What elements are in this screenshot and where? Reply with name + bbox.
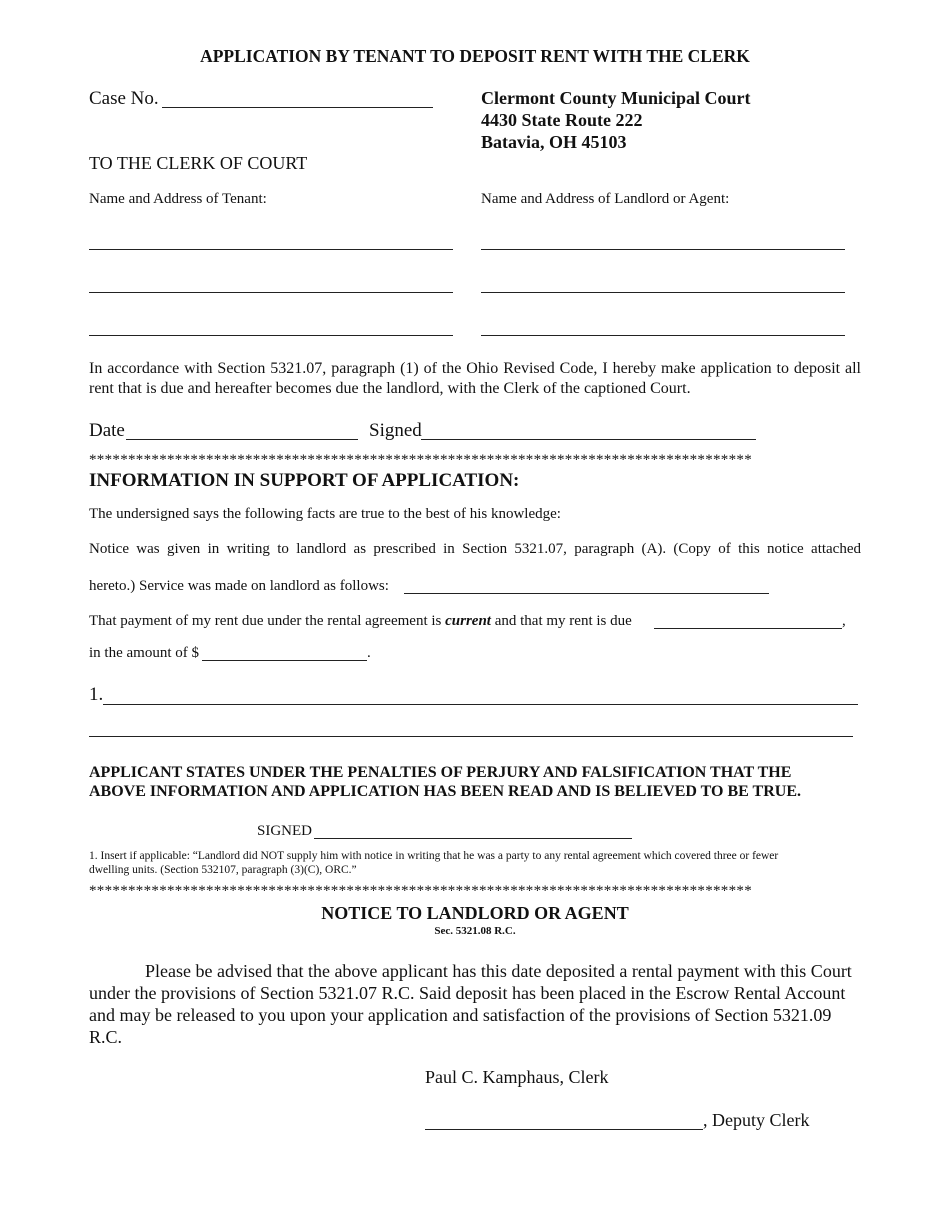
- signed-caps-label: SIGNED: [257, 823, 312, 839]
- court-street: 4430 State Route 222: [481, 110, 643, 130]
- tenant-address-line-3[interactable]: [89, 335, 453, 336]
- item-1-continuation-field[interactable]: [89, 736, 853, 737]
- landlord-label: Name and Address of Landlord or Agent:: [481, 191, 730, 207]
- form-title: APPLICATION BY TENANT TO DEPOSIT RENT WITH THE CLERK: [200, 46, 750, 66]
- clerk-name: Paul C. Kamphaus, Clerk: [425, 1067, 609, 1087]
- tenant-address-line-1[interactable]: [89, 249, 453, 250]
- signature-field[interactable]: [421, 439, 756, 440]
- landlord-address-line-2[interactable]: [481, 292, 845, 293]
- court-name: Clermont County Municipal Court: [481, 88, 751, 108]
- footnote-line-1: 1. Insert if applicable: “Landlord did NOT supply him with notice in writing that he was a party to any rental agreement which covered three or fewer: [89, 850, 779, 862]
- date-label: Date: [89, 420, 125, 441]
- deputy-clerk-signature-field[interactable]: [425, 1129, 703, 1130]
- info-heading: INFORMATION IN SUPPORT OF APPLICATION:: [89, 470, 520, 491]
- to-clerk-heading: TO THE CLERK OF COURT: [89, 153, 308, 173]
- payment-text-before: That payment of my rent due under the rental agreement is: [89, 613, 442, 629]
- landlord-address-line-1[interactable]: [481, 249, 845, 250]
- perjury-statement-line-2: ABOVE INFORMATION AND APPLICATION HAS BEEN READ AND IS BELIEVED TO BE TRUE.: [89, 783, 801, 800]
- asterisk-divider: *************************************************************************************: [89, 452, 752, 468]
- payment-current-word: current: [445, 613, 491, 629]
- notice-heading: NOTICE TO LANDLORD OR AGENT: [321, 903, 629, 923]
- facts-intro: The undersigned says the following facts are true to the best of his knowledge:: [89, 506, 561, 522]
- item-1-field[interactable]: [103, 704, 858, 705]
- perjury-statement-line-1: APPLICANT STATES UNDER THE PENALTIES OF PERJURY AND FALSIFICATION THAT THE: [89, 764, 792, 781]
- date-field[interactable]: [126, 439, 358, 440]
- item-number: 1.: [89, 684, 104, 705]
- service-method-field[interactable]: [404, 593, 769, 594]
- notice-text: Notice was given in writing to landlord as prescribed in Section 5321.07, paragraph (A). (Copy of this notice attached: [89, 541, 861, 557]
- advised-paragraph: Please be advised that the above applicant has this date deposited a rental payment with this Court under the provisions of Section 5321.07 R.C. Said deposit has been placed in the Escrow Rental Account and may be released to you upon your application and satisfaction of the provisions of Section 5321.09 R.C.: [89, 961, 852, 1047]
- signed-label: Signed: [369, 420, 422, 441]
- amount-period: .: [367, 645, 371, 661]
- tenant-label: Name and Address of Tenant:: [89, 191, 267, 207]
- amount-label: in the amount of $: [89, 645, 199, 661]
- case-number-label: Case No.: [89, 88, 159, 109]
- footnote-line-2: dwelling units. (Section 532107, paragraph (3)(C), ORC.”: [89, 864, 357, 876]
- notice-section: Sec. 5321.08 R.C.: [434, 925, 516, 937]
- application-paragraph: In accordance with Section 5321.07, paragraph (1) of the Ohio Revised Code, I hereby make application to deposit all rent that is due and hereafter becomes due the landlord, with the Clerk of the captioned Court.: [89, 360, 861, 397]
- rent-due-date-field[interactable]: [654, 628, 842, 629]
- payment-statement: [89, 613, 632, 630]
- deputy-clerk-label: , Deputy Clerk: [703, 1110, 810, 1130]
- payment-text-after: and that my rent is due: [494, 613, 632, 629]
- landlord-address-line-3[interactable]: [481, 335, 845, 336]
- applicant-signature-field[interactable]: [314, 838, 632, 839]
- comma: ,: [842, 613, 846, 629]
- court-city: Batavia, OH 45103: [481, 132, 627, 152]
- tenant-address-line-2[interactable]: [89, 292, 453, 293]
- case-number-field[interactable]: [162, 107, 433, 108]
- service-text: hereto.) Service was made on landlord as follows:: [89, 578, 389, 594]
- amount-field[interactable]: [202, 660, 367, 661]
- asterisk-divider-2: *************************************************************************************: [89, 883, 752, 899]
